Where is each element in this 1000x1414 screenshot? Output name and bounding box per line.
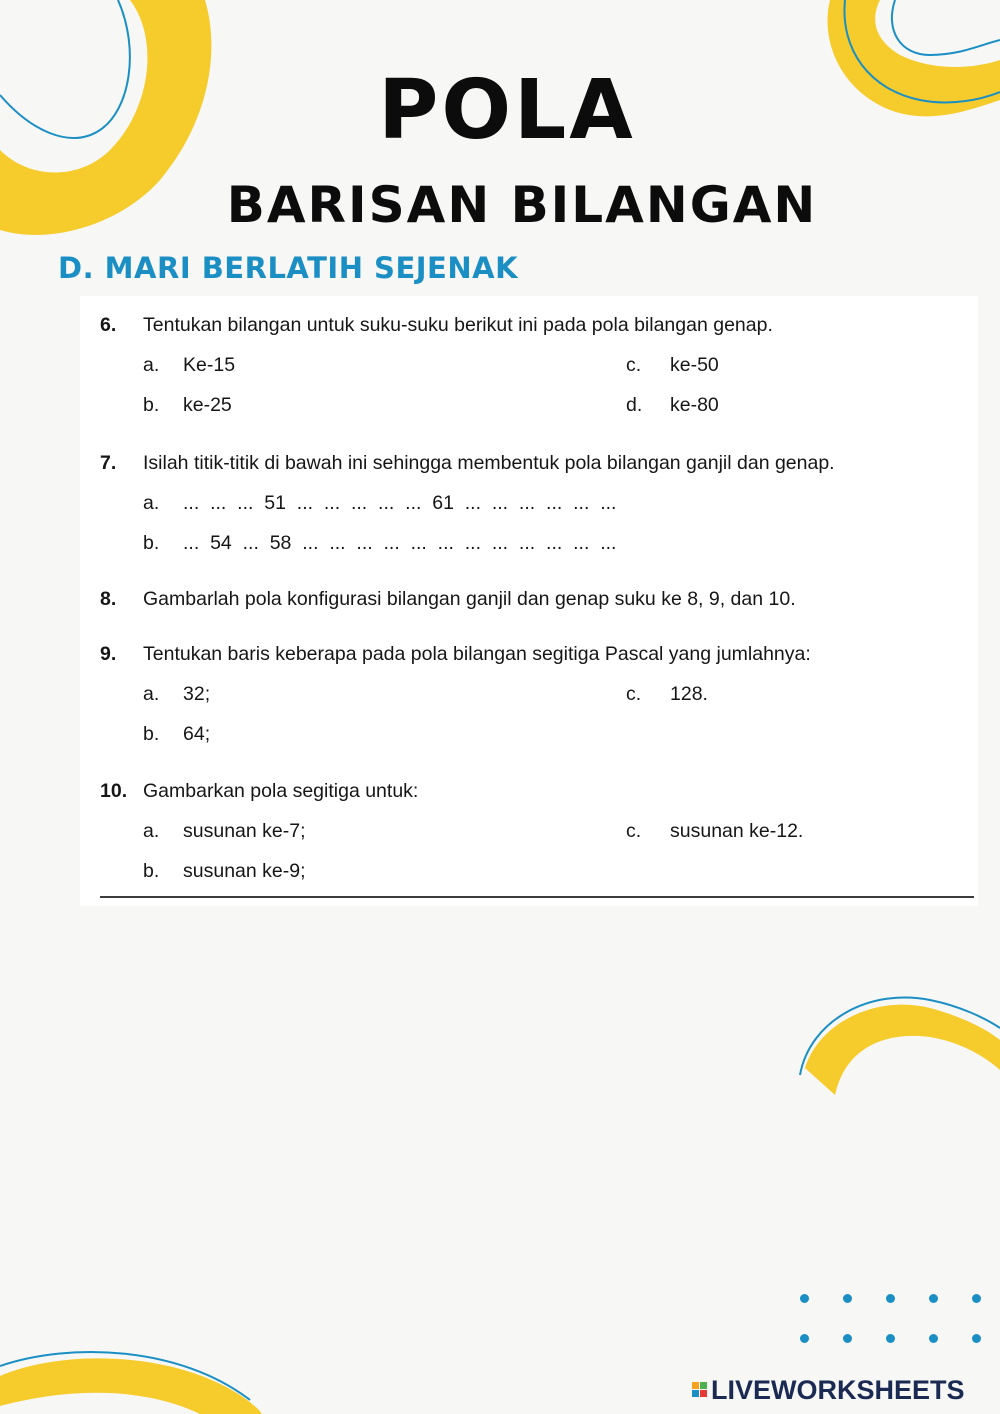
- question-9-option-a: [143, 685, 210, 705]
- option-letter: a.: [143, 683, 160, 705]
- option-letter: a.: [143, 820, 160, 842]
- option-text: ke-25: [183, 394, 232, 416]
- question-6-option-b: [143, 396, 232, 416]
- question-9-text: Tentukan baris keberapa pada pola bilangan segitiga Pascal yang jumlahnya:: [143, 643, 811, 665]
- question-8-number: 8.: [100, 588, 117, 610]
- question-10-option-c: [626, 822, 803, 842]
- question-10-option-a: [143, 822, 306, 842]
- option-letter: b.: [143, 394, 160, 416]
- option-text: ke-50: [670, 354, 719, 376]
- option-letter: a.: [143, 492, 160, 514]
- sequence-text: ... ... ... 51 ... ... ... ... ... 61 ... ... ... ... ... ...: [183, 492, 617, 514]
- right-middle-swoosh: [790, 990, 1000, 1100]
- question-9-option-c: [626, 685, 708, 705]
- brand-text: LIVEWORKSHEETS: [711, 1374, 965, 1405]
- option-letter: c.: [626, 820, 642, 842]
- option-text: 32;: [183, 683, 211, 705]
- question-6-text: Tentukan bilangan untuk suku-suku berikut ini pada pola bilangan genap.: [143, 314, 773, 336]
- question-10-text: Gambarkan pola segitiga untuk:: [143, 780, 419, 802]
- liveworksheets-brand[interactable]: [692, 1374, 965, 1406]
- worksheet-panel: [80, 296, 978, 906]
- question-8-text: Gambarlah pola konfigurasi bilangan ganjil dan genap suku ke 8, 9, dan 10.: [143, 588, 796, 610]
- section-heading: D. MARI BERLATIH SEJENAK: [58, 251, 519, 285]
- question-7-sequence-a: [143, 494, 616, 514]
- option-letter: b.: [143, 723, 160, 745]
- question-10-number: 10.: [100, 780, 128, 802]
- question-7-text: Isilah titik-titik di bawah ini sehingga membentuk pola bilangan ganjil dan genap.: [143, 452, 835, 474]
- question-6-option-c: [626, 356, 719, 376]
- option-letter: a.: [143, 354, 160, 376]
- option-letter: b.: [143, 860, 160, 882]
- worksheet-bottom-rule: [100, 896, 974, 898]
- bottom-left-swoosh: [0, 1340, 280, 1414]
- option-text: susunan ke-7;: [183, 820, 306, 842]
- question-9-option-b: [143, 725, 210, 745]
- sequence-text: ... 54 ... 58 ... ... ... ... ... ... ... ... ... ... ... ...: [183, 532, 617, 554]
- question-6-option-d: [626, 396, 719, 416]
- question-7-sequence-b: [143, 534, 616, 554]
- question-9-number: 9.: [100, 643, 117, 665]
- option-text: susunan ke-9;: [183, 860, 306, 882]
- option-letter: c.: [626, 683, 642, 705]
- option-text: susunan ke-12.: [670, 820, 804, 842]
- question-7-number: 7.: [100, 452, 117, 474]
- dot-grid-decoration: [796, 1290, 996, 1350]
- question-6-number: 6.: [100, 314, 117, 336]
- option-text: 128.: [670, 683, 708, 705]
- page-title: POLA: [378, 63, 636, 158]
- option-text: 64;: [183, 723, 211, 745]
- page-subtitle: BARISAN BILANGAN: [226, 176, 818, 234]
- option-text: Ke-15: [183, 354, 236, 376]
- option-letter: b.: [143, 532, 160, 554]
- option-text: ke-80: [670, 394, 719, 416]
- liveworksheets-logo-icon: [692, 1382, 708, 1398]
- question-6-option-a: [143, 356, 235, 376]
- option-letter: d.: [626, 394, 643, 416]
- option-letter: c.: [626, 354, 642, 376]
- question-10-option-b: [143, 862, 306, 882]
